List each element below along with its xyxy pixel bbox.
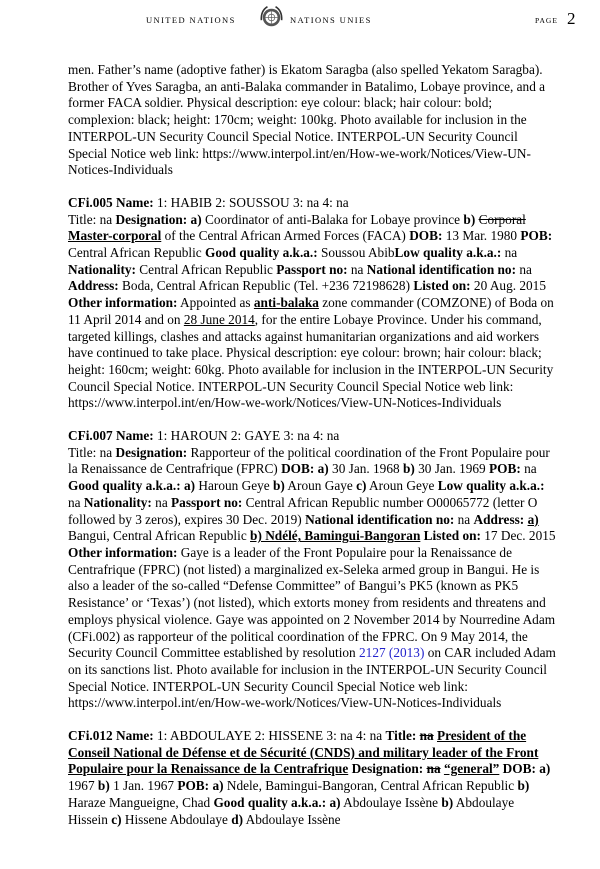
- org-name-fr: NATIONS UNIES: [290, 15, 372, 25]
- page-header: [0, 4, 600, 34]
- entry-cfi-005: CFi.005 Name: 1: HABIB 2: SOUSSOU 3: na 4: na Title: na Designation: a) Coordinator of anti-Balaka for Lobaye province b) Corporal Master-corporal of the Central African Armed Forces (FACA) DOB: 13 Mar. 1980 POB: Central African Republic Good quality a.k.a.: Soussou AbibLow quality a.k.a.: na Nationality: Central African Republic Passport no: na National identification no: na Address: Boda, Central African Republic (Tel. +236 72198628) Listed on: 20 Aug. 2015 Other information: Appointed as anti-balaka zone commander (COMZONE) of Boda on 11 April 2014 and on 28 June 2014, for the entire Lobaye Province. Under his command, targeted killings, clashes and attacks against humanitarian organizations and aid workers have continued to take place. Physical description: eye colour: brown; hair colour: black; height: 160cm; weight: 60kg. Photo available for inclusion in the INTERPOL-UN Security Council Special Notice. INTERPOL-UN Security Council Special Notice web link: https://www.interpol.int/en/How-we-work/Notices/View-UN-Notices-Individuals: [68, 194, 554, 411]
- paragraph-continuation: men. Father’s name (adoptive father) is Ekatom Saragba (also spelled Yekatom Saragba). Brother of Yves Saragba, an anti-Balaka commander in Batalimo, Lobaye province, and a former FACA soldier. Physical description: eye colour: black; hair colour: bold; complexion: black; height: 170cm; weight: 100kg. Photo available for inclusion in the INTERPOL-UN Security Council Special Notice. INTERPOL-UN Security Council Special Notice web link: https://www.interpol.int/en/How-we-work/Notices/View-UN-Notices-Individuals: [68, 62, 546, 178]
- entry-cfi-007: CFi.007 Name: 1: HAROUN 2: GAYE 3: na 4: na Title: na Designation: Rapporteur of the political coordination of the Front Populaire pour la Renaissance de Centrafrique (FPRC) DOB: a) 30 Jan. 1968 b) 30 Jan. 1969 POB: na Good quality a.k.a.: a) Haroun Geye b) Aroun Gaye c) Aroun Geye Low quality a.k.a.: na Nationality: na Passport no: Central African Republic number O00065772 (letter O followed by 3 zeros), expires 30 Dec. 2019) National identification no: na Address: a) Bangui, Central African Republic b) Ndélé, Bamingui-Bangoran Listed on: 17 Dec. 2015 Other information: Gaye is a leader of the Front Populaire pour la Renaissance de Centrafrique (FPRC) (not listed) a marginalized ex-Seleka armed group in Bangui. He is also a leader of the so-called “Defense Committee” of Bangui’s PK5 (known as PK5 Resistance’ or ‘Texas’) (not listed), which extorts money from residents and threatens and employs physical violence. Gaye was appointed on 2 November 2014 by Nourredine Adam (CFi.002) as rapporteur of the political coordination of the FPRC. On 9 May 2014, the Security Council Committee established by resolution 2127 (2013) on CAR included Adam on its sanctions list. Photo available for inclusion in the INTERPOL-UN Security Council Special Notice. INTERPOL-UN Security Council Special Notice web link: https://www.interpol.int/en/How-we-work/Notices/View-UN-Notices-Individuals: [68, 428, 556, 711]
- un-emblem-icon: [258, 4, 285, 31]
- document-body: [68, 62, 556, 828]
- page-label: PAGE: [535, 16, 558, 25]
- org-name-en: UNITED NATIONS: [146, 15, 236, 25]
- resolution-link[interactable]: 2127 (2013): [359, 645, 425, 661]
- entry-cfi-012: CFi.012 Name: 1: ABDOULAYE 2: HISSENE 3: na 4: na Title: na President of the Conseil National de Défense et de Sécurité (CNDS) and military leader of the Front Populaire pour la Renaissance de la Centrafrique Designation: na “general” DOB: a) 1967 b) 1 Jan. 1967 POB: a) Ndele, Bamingui-Bangoran, Central African Republic b) Haraze Mangueigne, Chad Good quality a.k.a.: a) Abdoulaye Issène b) Abdoulaye Hissein c) Hissene Abdoulaye d) Abdoulaye Issène: [68, 728, 551, 827]
- page-number: 2: [567, 9, 576, 28]
